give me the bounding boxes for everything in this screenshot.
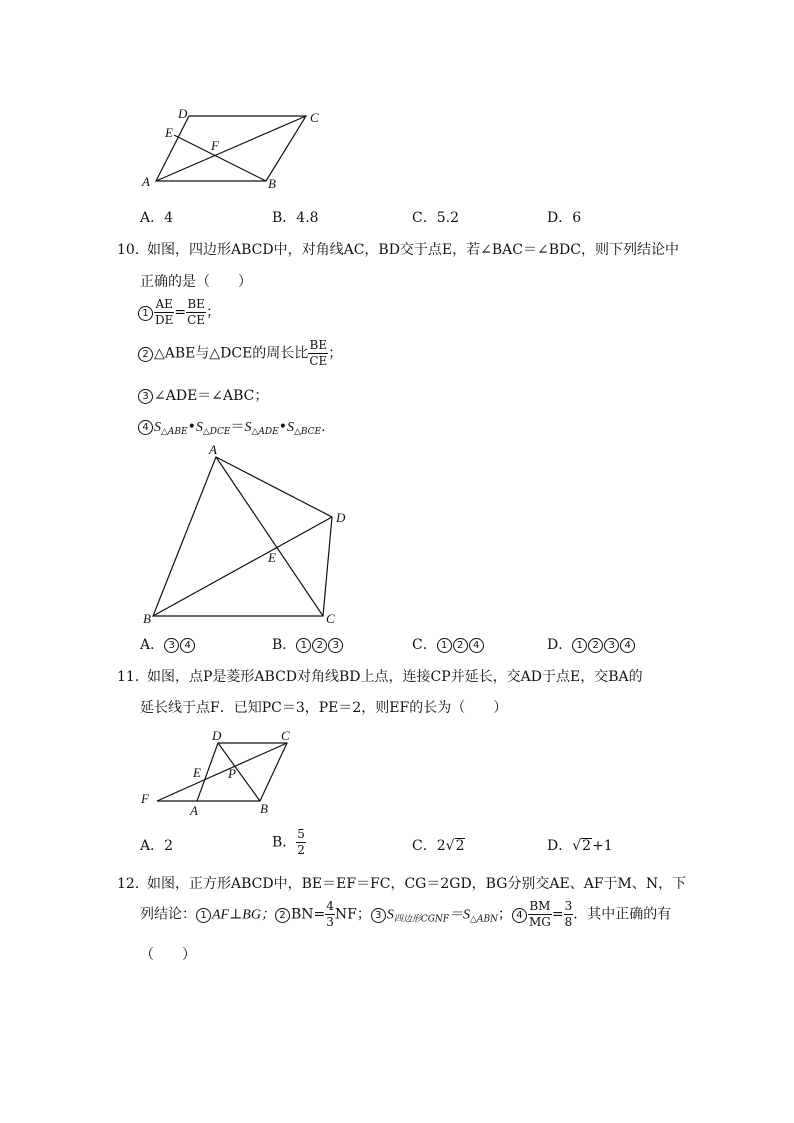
q10-stem-line1: 如图，四边形ABCD中，对角线AC，BD交于点E，若∠BAC＝∠BDC，则下列结论中 xyxy=(147,242,679,258)
q10-label-b: B xyxy=(143,611,151,626)
fraction-3-8: $\frac{3}{8}$ xyxy=(564,899,573,929)
circled-1: 1 xyxy=(437,638,452,653)
q11-option-c: C．2√2 xyxy=(412,838,465,854)
q9-label-d: D xyxy=(178,106,188,121)
circled-2: 2 xyxy=(138,347,153,362)
fraction-be-ce: $\frac{BE}{CE}$ xyxy=(187,297,206,327)
q9-option-d: D．6 xyxy=(547,210,582,226)
q9-label-c: C xyxy=(310,110,319,125)
q10-label-a: A xyxy=(209,442,217,457)
circled-2: 2 xyxy=(275,908,290,923)
circled-1: 1 xyxy=(572,638,587,653)
q9-label-b: B xyxy=(268,176,276,191)
q9-option-c: C．5.2 xyxy=(412,210,459,226)
fraction-4-3: $\frac{4}{3}$ xyxy=(326,899,334,929)
q11-diagonal-bd xyxy=(218,743,260,801)
q11-label-a: A xyxy=(190,803,198,818)
circled-4: 4 xyxy=(620,638,635,653)
q10-label-c: C xyxy=(326,611,335,626)
q11-option-b: B． $\frac{5}{2}$ xyxy=(272,827,305,857)
q12-answer-blank: （ ） xyxy=(140,947,196,963)
circled-3: 3 xyxy=(164,638,179,653)
q12-number: 12． xyxy=(117,876,149,892)
circled-2: 2 xyxy=(312,638,327,653)
q9-option-b: B．4.8 xyxy=(272,210,319,226)
q10-statement-4: 4 $S_{\triangle ABE}•S_{\triangle DCE}=S_{\triangle ADE}•S_{\triangle BCE}$. xyxy=(138,416,326,437)
q11-label-e: E xyxy=(193,765,201,780)
q11-label-p: P xyxy=(228,766,236,781)
q9-label-a: A xyxy=(142,174,150,189)
q10-option-b: B． 1 2 3 xyxy=(272,634,344,654)
q10-quadrilateral-figure xyxy=(135,440,365,630)
q10-label-e: E xyxy=(268,550,276,565)
q10-option-a: A． 3 4 xyxy=(140,634,196,654)
q11-label-d: D xyxy=(212,728,222,743)
q11-rhombus xyxy=(197,743,287,801)
q11-rhombus-figure xyxy=(130,725,310,820)
q11-label-b: B xyxy=(260,801,268,816)
q10-option-c: C． 1 2 4 xyxy=(412,634,485,654)
circled-1: 1 xyxy=(138,306,153,321)
q10-stem-line2: 正确的是（ ） xyxy=(140,274,252,290)
q12-stem-line1: 如图，正方形ABCD中，BE＝EF＝FC，CG＝2GD，BG分别交AE、AF于M、N，下 xyxy=(147,876,687,892)
q11-option-a: A．2 xyxy=(140,838,174,854)
q9-segment-be xyxy=(174,135,266,181)
circled-4: 4 xyxy=(180,638,195,653)
circled-4: 4 xyxy=(138,420,153,435)
circled-3: 3 xyxy=(328,638,343,653)
q9-option-a: A．4 xyxy=(140,210,174,226)
q11-stem-line2: 延长线于点F．已知PC＝3，PE＝2，则EF的长为（ ） xyxy=(140,700,508,716)
sqrt-symbol: √ xyxy=(572,838,582,854)
q11-label-f: F xyxy=(141,791,149,806)
circled-1: 1 xyxy=(196,908,211,923)
circled-2: 2 xyxy=(588,638,603,653)
q11-option-d: D．√2+1 xyxy=(547,838,613,854)
q11-line-fc xyxy=(157,743,287,801)
circled-3: 3 xyxy=(138,389,153,404)
fraction-ae-de: $\frac{AE}{DE}$ xyxy=(155,297,174,327)
q10-diagonal-bd xyxy=(153,517,332,616)
circled-3: 3 xyxy=(371,908,386,923)
circled-3: 3 xyxy=(604,638,619,653)
circled-4: 4 xyxy=(512,908,527,923)
fraction-5-2: $\frac{5}{2}$ xyxy=(297,827,305,857)
q10-number: 10． xyxy=(117,242,149,258)
q10-diagonal-ac xyxy=(216,457,323,616)
q9-diagonal-ac xyxy=(156,116,306,181)
fraction-be-ce: $\frac{BE}{CE}$ xyxy=(309,338,328,368)
q9-label-f: F xyxy=(211,138,219,153)
q12-conclusions-line: 列结论： 1 AF⊥BG； 2 BN= $\frac{4}{3}$ NF； 3 $S_{四边形CGNF}=S_{\triangle ABN}$； 4 $\frac{BM}{MG}$ = $\frac{3}{8}$ ．其中正确的有 xyxy=(140,899,672,929)
q10-statement-3: 3 ∠ADE＝∠ABC； xyxy=(138,385,268,405)
circled-4: 4 xyxy=(469,638,484,653)
q9-parallelogram-figure xyxy=(130,100,330,195)
fraction-bm-mg: $\frac{BM}{MG}$ xyxy=(528,899,551,929)
q11-label-c: C xyxy=(281,728,290,743)
circled-2: 2 xyxy=(453,638,468,653)
q10-option-d: D． 1 2 3 4 xyxy=(547,634,636,654)
q9-label-e: E xyxy=(165,125,173,140)
sqrt-symbol: √ xyxy=(445,838,455,854)
circled-1: 1 xyxy=(296,638,311,653)
q10-quadrilateral xyxy=(153,457,332,616)
q10-statement-2: 2 △ABE与△DCE的周长比 $\frac{BE}{CE}$ ； xyxy=(138,338,342,369)
q11-number: 11． xyxy=(117,669,149,685)
q11-stem-line1: 如图，点P是菱形ABCD对角线BD上点，连接CP并延长，交AD于点E，交BA的 xyxy=(147,669,643,685)
q10-label-d: D xyxy=(336,510,346,525)
q10-statement-1: 1 $\frac{AE}{DE}$ = $\frac{BE}{CE}$ ； xyxy=(138,297,220,328)
